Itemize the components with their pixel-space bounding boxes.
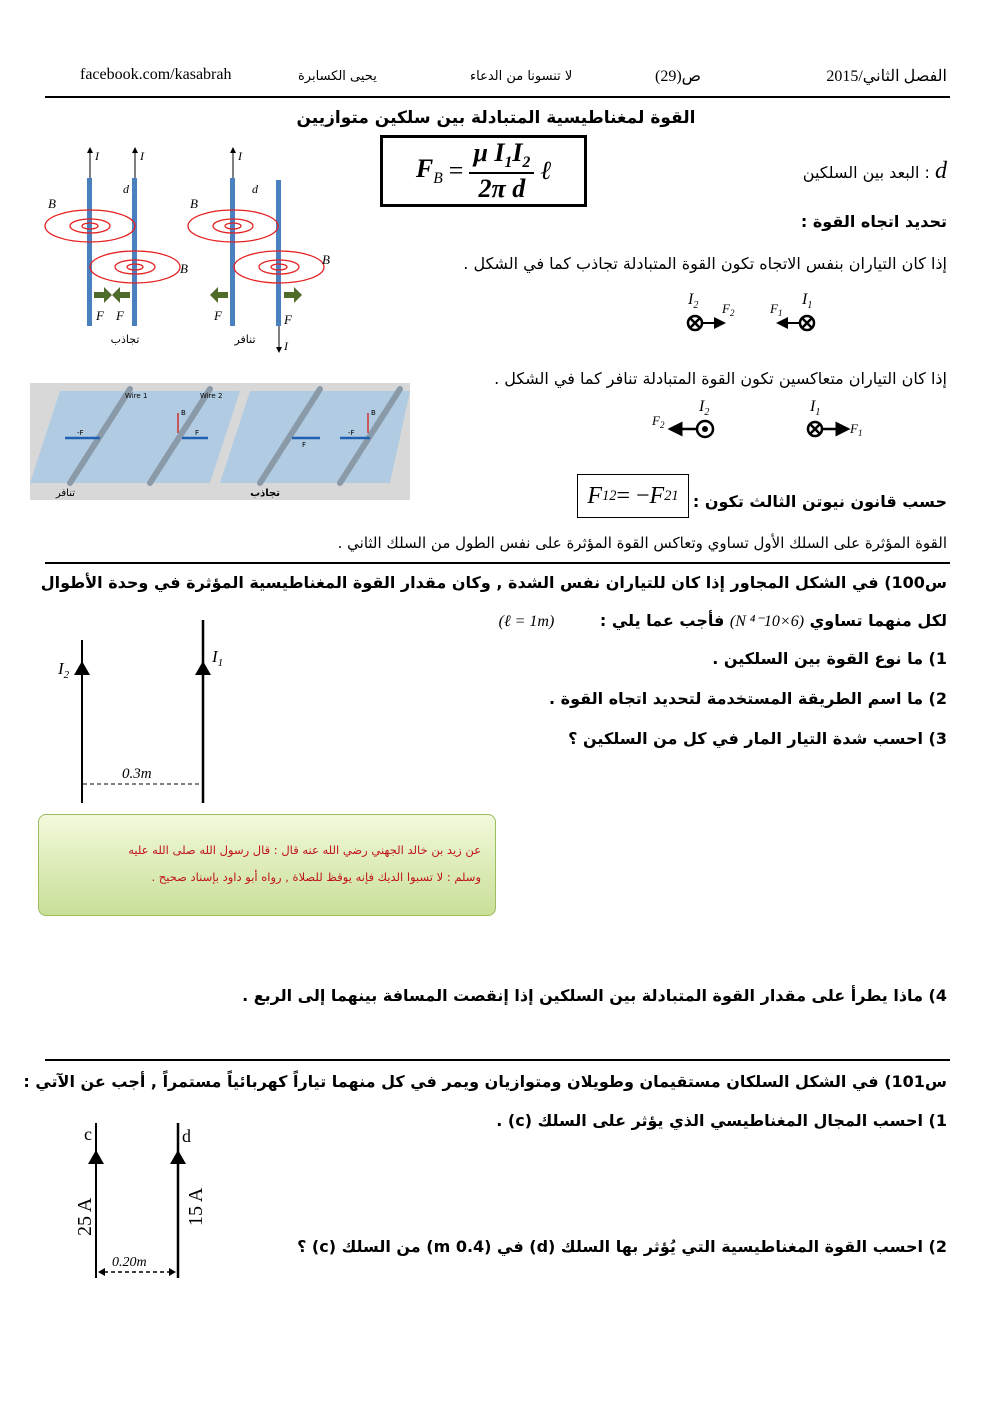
- attraction-figure: [45, 148, 188, 346]
- current-into-page-icon: [688, 316, 702, 330]
- formula-sub1: 1: [504, 153, 513, 171]
- d-definition: [803, 158, 947, 185]
- label-F1: F: [214, 308, 222, 323]
- header-divider: [45, 96, 950, 98]
- q100-item-3: 3) احسب شدة التيار المار في كل من السلكين ؟: [568, 729, 947, 748]
- distance-label: 0.20m: [112, 1255, 147, 1270]
- attraction-symbols: [670, 288, 830, 336]
- label-I1: $I_1$: [810, 398, 821, 418]
- section-divider: [45, 1059, 950, 1061]
- force-arrow-left: [112, 287, 130, 303]
- field-label: B: [371, 409, 376, 417]
- formula-num: μ I: [473, 137, 505, 167]
- q101-item-2: 2) احسب القوة المغناطيسية التي يُؤثر بها السلك (d) في (0.4 m) من السلك (c) ؟: [297, 1237, 947, 1256]
- force-arrow-left: [210, 287, 228, 303]
- wire1-label: Wire 1: [125, 392, 148, 400]
- q100-item-1: 1) ما نوع القوة بين السلكين .: [712, 649, 947, 668]
- repulsion-text: إذا كان التياران متعاكسين تكون القوة المتبادلة تنافر كما في الشكل .: [494, 369, 947, 388]
- q100-figure: [50, 618, 230, 808]
- label-I1: I: [95, 149, 99, 163]
- page-title: القوة لمغناطيسية المتبادلة بين سلكين متوازيين: [296, 108, 696, 128]
- q100-line2-text: لكل منهما تساوي: [809, 611, 947, 630]
- force-value: (6×10⁻⁴ N): [729, 613, 805, 630]
- label-F2: $F_2$: [722, 301, 735, 318]
- formula-length: ℓ: [540, 156, 552, 185]
- label-I2: $I_2$: [699, 398, 710, 418]
- header-dua: لا تنسونا من الدعاء: [470, 69, 573, 84]
- header-facebook: facebook.com/kasabrah: [80, 66, 232, 83]
- eq-lhs-sub: 12: [602, 487, 617, 504]
- force-arrow-right: [284, 287, 302, 303]
- newton-text: حسب قانون نيوتن الثالث تكون :: [692, 492, 947, 511]
- header-author: يحيى الكسابرة: [298, 69, 377, 84]
- wire-2: [276, 180, 281, 326]
- label-B1: B: [190, 196, 198, 211]
- newton-equation: [577, 474, 689, 518]
- force-label: F: [195, 429, 200, 437]
- label-c: c: [84, 1124, 92, 1144]
- current-out-of-page-icon: [697, 421, 713, 437]
- eq-rhs: F: [649, 482, 665, 509]
- wire2-label: Wire 2: [200, 392, 223, 400]
- label-F2: F: [284, 312, 292, 327]
- eq-rhs-sub: 21: [664, 487, 679, 504]
- label-F2: F: [116, 308, 124, 323]
- d-definition-text: : البعد بين السلكين: [802, 163, 930, 182]
- label-F1: $F_1$: [770, 301, 783, 318]
- current-into-page-icon: [800, 316, 814, 330]
- label-d: d: [252, 182, 258, 196]
- field-label: B: [181, 409, 186, 417]
- wires-3d-illustration: [30, 383, 410, 500]
- eq-mid: = −: [616, 482, 650, 509]
- label-B2: B: [322, 252, 330, 267]
- formula-lhs-sub: B: [433, 170, 443, 188]
- label-d: d: [182, 1126, 191, 1146]
- newton-note: القوة المؤثرة على السلك الأول تساوي وتعاكس القوة المؤثرة على نفس الطول من السلك الثاني .: [337, 534, 947, 552]
- label-F2: $F_2$: [652, 413, 665, 430]
- attraction-text: إذا كان التياران بنفس الاتجاه تكون القوة المتبادلة تجاذب كما في الشكل .: [463, 254, 947, 273]
- repulsion-symbols: [650, 393, 870, 441]
- magnetic-field-diagram: [30, 140, 410, 360]
- hadith-line-1: عن زيد بن خالد الجهني رضي الله عنه قال : قال رسول الله صلى الله عليه: [128, 843, 481, 857]
- attraction-caption: تجاذب: [110, 333, 140, 346]
- hadith-line-2: وسلم : لا تسبوا الديك فإنه يوقظ للصلاة , رواه أبو داود بإسناد صحيح .: [151, 870, 481, 884]
- force-arrow-right: [94, 287, 112, 303]
- q100-line2-tail: فأجب عما يلي :: [599, 611, 725, 630]
- q101-figure: [60, 1118, 220, 1283]
- header-semester: الفصل الثاني/2015: [826, 68, 947, 85]
- current-into-page-icon: [808, 422, 822, 436]
- q101-item-1: 1) احسب المجال المغناطيسي الذي يؤثر على السلك (c) .: [496, 1111, 947, 1130]
- wire-1: [230, 178, 235, 326]
- repulsion-caption: تنافر: [234, 333, 256, 346]
- wire-1: [87, 178, 92, 326]
- label-I1: $I_1$: [802, 291, 813, 311]
- neg-force-label: -F: [77, 429, 84, 437]
- label-B1: B: [48, 196, 56, 211]
- q100-item-4: 4) ماذا يطرأ على مقدار القوة المتبادلة بين السلكين إذا إنقصت المسافة بينهما إلى الربع .: [242, 986, 947, 1005]
- force-label: F: [302, 441, 307, 449]
- label-F1: $F_1$: [850, 421, 863, 438]
- repulsion-figure: [188, 148, 330, 353]
- q100-line2: [499, 611, 947, 631]
- formula-lhs: F: [415, 153, 434, 183]
- label-I2: $I_2$: [58, 659, 70, 681]
- formula-num-mid: I: [512, 137, 523, 167]
- label-I2: $I_2$: [688, 291, 699, 311]
- label-I2: I: [140, 149, 144, 163]
- eq-lhs: F: [587, 482, 603, 509]
- repulsion-caption: تنافر: [55, 488, 75, 499]
- header-page-number: ص(29): [655, 68, 701, 85]
- section-divider: [45, 562, 950, 564]
- q100-item-2: 2) ما اسم الطريقة المستخدمة لتحديد اتجاه القوة .: [549, 689, 947, 708]
- attraction-caption: تجاذب: [250, 488, 280, 499]
- q100-line1: س100) في الشكل المجاور إذا كان للتياران نفس الشدة , وكان مقدار القوة المغناطيسية المؤثرة في وحدة الأطوال: [40, 573, 947, 592]
- label-B2: B: [180, 261, 188, 276]
- wire-2: [132, 178, 137, 326]
- d-symbol: d: [935, 158, 947, 184]
- label-d: d: [123, 182, 129, 196]
- distance-label: 0.3m: [122, 766, 152, 782]
- length-value: (ℓ = 1m): [498, 613, 555, 630]
- q101-line1: س101) في الشكل السلكان مستقيمان وطويلان ومتوازيان ويمر في كل منهما تياراً كهربائياً مستمراً , أجب عن الآتي :: [23, 1072, 947, 1091]
- formula-den: 2π d: [478, 174, 526, 204]
- label-I1: I: [238, 149, 242, 163]
- formula-sub2: 2: [522, 153, 531, 171]
- label-I2: I: [284, 339, 288, 353]
- current-c-label: 25 A: [74, 1197, 96, 1236]
- hadith-scroll: [38, 814, 496, 916]
- direction-heading: تحديد اتجاه القوة :: [800, 212, 947, 231]
- neg-force-label: -F: [348, 429, 355, 437]
- current-d-label: 15 A: [185, 1187, 207, 1226]
- force-formula: $F_B$ = $\frac{\mu I_1I_2}{\text{2π d}}$ ℓ: [380, 135, 587, 207]
- label-F1: F: [96, 308, 104, 323]
- label-I1: $I_1$: [212, 647, 224, 669]
